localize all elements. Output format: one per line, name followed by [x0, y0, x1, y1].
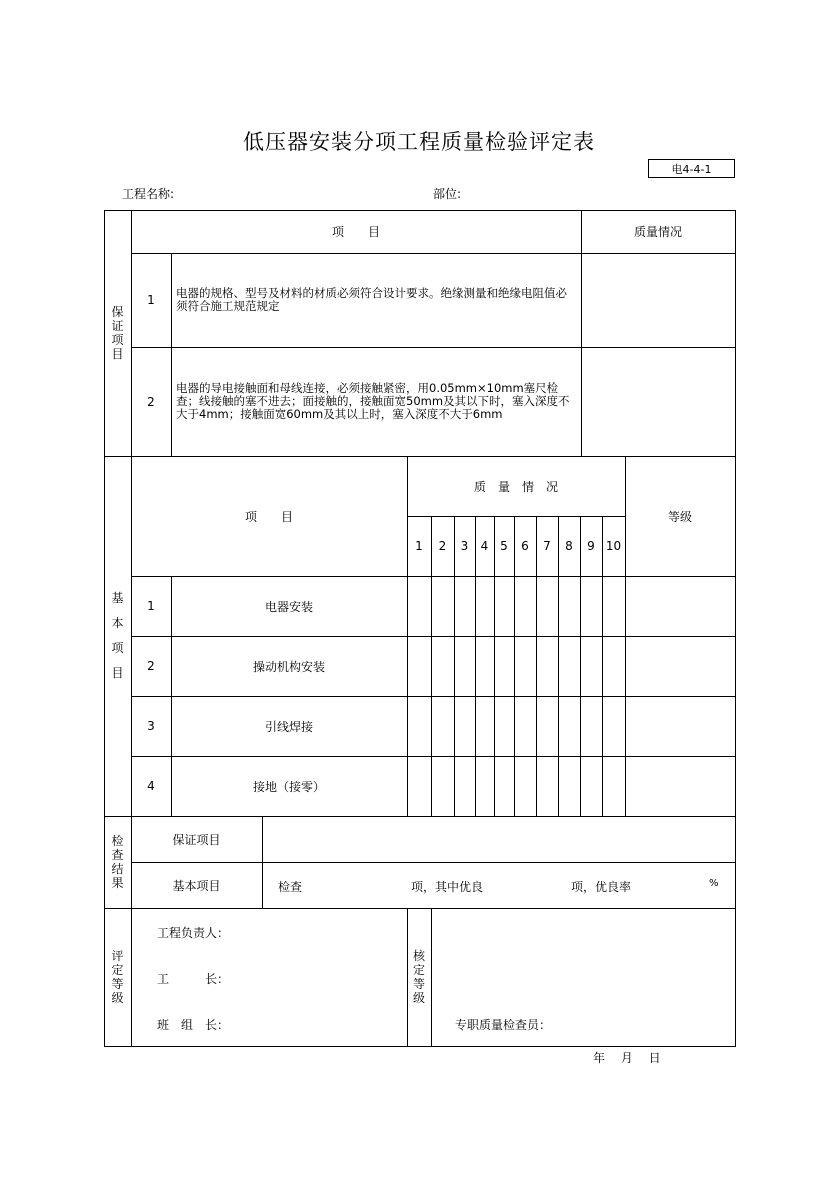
guarantee-row-quality[interactable]	[581, 347, 735, 456]
project-name-label: 工程名称:	[122, 187, 175, 201]
inspection-basic-label: 基本项目	[172, 878, 221, 893]
basic-row-name: 操动机构安装	[252, 659, 325, 674]
date-line: 年 月 日	[593, 1051, 661, 1065]
quality-column-number: 8	[565, 539, 573, 553]
basic-row-number: 4	[147, 779, 155, 793]
inspection-section-label: 检 查 结 果	[111, 834, 124, 890]
rating-section-label: 评 定 等 级	[111, 949, 124, 1005]
quality-column-number: 1	[415, 539, 423, 553]
basic-row-name: 电器安装	[264, 599, 313, 614]
inspector-label: 专职质量检查员：	[455, 1018, 552, 1032]
form-code: 电4-4-1	[648, 159, 735, 178]
basic-row-name: 引线焊接	[264, 719, 313, 734]
foreman-label: 工 长：	[157, 972, 230, 986]
guarantee-row-text: 电器的规格、型号及材料的材质必须符合设计要求。绝缘测量和绝缘电阻值必须符合施工规范规定	[176, 286, 567, 313]
guarantee-row-text: 电器的导电接触面和母线连接，必须接触紧密，用0.05mm×10mm塞尺检查；线接触的塞不进去；面接触的，接触面宽50mm及其以下时，塞入深度不大于4mm；接触面宽60mm及其以上时，塞入深度不大于6mm	[176, 381, 570, 421]
quality-column-number: 3	[460, 539, 469, 553]
project-lead-label: 工程负责人：	[157, 926, 230, 940]
location-label: 部位:	[433, 187, 462, 201]
quality-column-number: 2	[438, 539, 447, 553]
quality-column-number: 7	[543, 539, 551, 553]
guarantee-item-header: 项 目	[331, 225, 380, 239]
quality-column-number: 4	[480, 539, 489, 553]
basic-section-label: 基 本 项 目	[111, 591, 124, 680]
quality-column-number: 9	[587, 539, 595, 553]
guarantee-quality-header: 质量情况	[633, 225, 682, 239]
guarantee-section-label: 保 证 项 目	[111, 305, 124, 361]
basic-quality-header: 质 量 情 况	[473, 479, 558, 494]
quality-column-number: 5	[500, 539, 508, 553]
basic-grade-header: 等级	[667, 509, 692, 524]
basic-item-header: 项 目	[244, 509, 293, 524]
quality-column-number: 10	[605, 539, 622, 553]
basic-row-number: 1	[147, 599, 155, 613]
quality-column-number: 6	[521, 539, 529, 553]
guarantee-row-number: 1	[147, 293, 155, 307]
verify-grade-label: 核 定 等 级	[412, 949, 425, 1005]
inspection-guarantee-label: 保证项目	[172, 832, 221, 847]
team-lead-label: 班 组 长：	[157, 1018, 230, 1032]
guarantee-row-number: 2	[147, 394, 155, 409]
basic-row-number: 3	[147, 719, 155, 733]
check-label: 检查	[278, 880, 303, 894]
basic-row-number: 2	[147, 659, 155, 673]
percent-sign: %	[709, 878, 719, 889]
basic-row-name: 接地（接零）	[252, 779, 325, 794]
excellent-items-label: 项，其中优良	[411, 880, 484, 894]
excellent-rate-label: 项，优良率	[571, 880, 632, 894]
page-title: 低压器安装分项工程质量检验评定表	[243, 130, 595, 154]
guarantee-row-quality[interactable]	[581, 253, 735, 347]
